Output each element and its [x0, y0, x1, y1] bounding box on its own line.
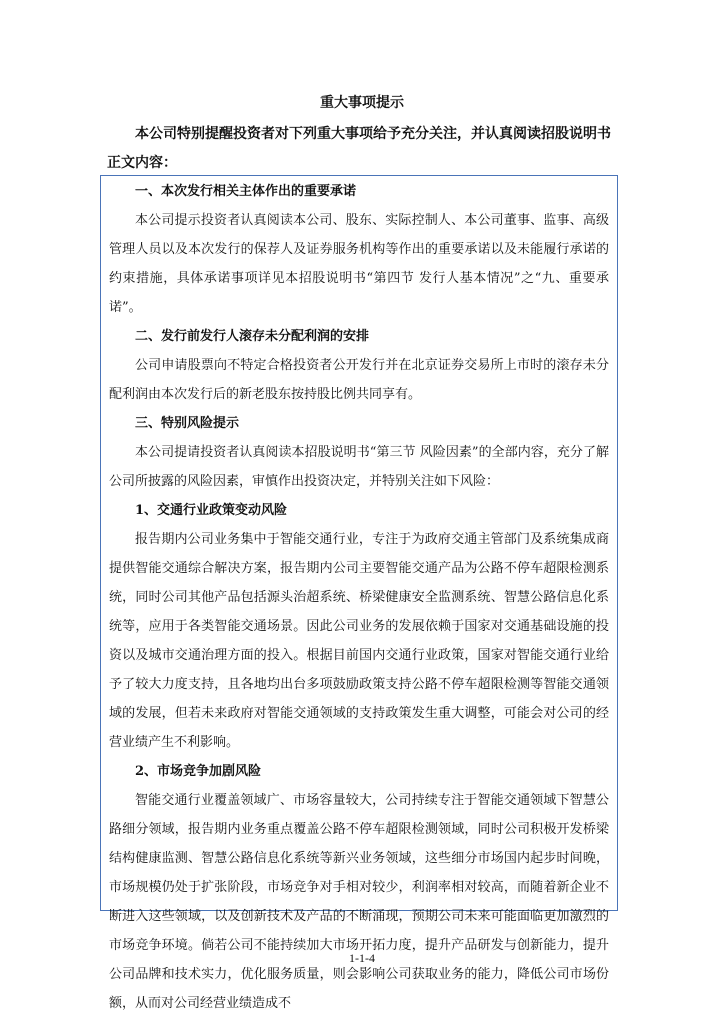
section-heading: 一、本次发行相关主体作出的重要承诺	[135, 184, 357, 199]
section-paragraph: 智能交通行业覆盖领域广、市场容量较大，公司持续专注于智能交通领域下智慧公路细分领域，报告期内业务重点覆盖公路不停车超限检测领域，同时公司积极开发桥梁结构健康监测、智慧公路信息化系统等新兴业务领域，这些细分市场国内起步时间晚，市场规模仍处于扩张阶段，市场竞争对手相对较少，利润率相对较高，而随着新企业不断进入这些领域，以及创新技术及产品的不断涌现，预期公司未来可能面临更加激烈的市场竞争环境。倘若公司不能持续加大市场开拓力度，提升产品研发与创新能力，提升公司品牌和技术实力，优化服务质量，则会影响公司获取业务的能力，降低公司市场份额，从而对公司经营业绩造成不	[109, 793, 609, 1011]
section-heading: 二、发行前发行人滚存未分配利润的安排	[135, 329, 370, 344]
section-paragraph: 本公司提示投资者认真阅读本公司、股东、实际控制人、本公司董事、监事、高级管理人员以及本次发行的保荐人及证券服务机构等作出的重要承诺以及未能履行承诺的约束措施，具体承诺事项详见本招股说明书“第四节 发行人基本情况”之“九、重要承诺”。	[109, 213, 609, 315]
section-paragraph: 报告期内公司业务集中于智能交通行业，专注于为政府交通主管部门及系统集成商提供智能交通综合解决方案，报告期内公司主要智能交通产品为公路不停车超限检测系统，同时公司其他产品包括源头治超系统、桥梁健康安全监测系统、智慧公路信息化系统等，应用于各类智能交通场景。因此公司业务的发展依赖于国家对交通基础设施的投资以及城市交通治理方面的投入。根据目前国内交通行业政策，国家对智能交通行业给予了较大力度支持，且各地均出台多项鼓励政策支持公路不停车超限检测等智能交通领域的发展，但若未来政府对智能交通领域的支持政策发生重大调整，可能会对公司的经营业绩产生不利影响。	[109, 532, 609, 750]
section-paragraph: 公司申请股票向不特定合格投资者公开发行并在北京证券交易所上市时的滚存未分配利润由本次发行后的新老股东按持股比例共同享有。	[109, 358, 609, 402]
section-heading: 三、特别风险提示	[135, 416, 240, 431]
subsection-heading: 2、市场竞争加剧风险	[135, 764, 262, 779]
page-title: 重大事项提示	[320, 95, 404, 111]
page-number: 1-1-4	[349, 951, 375, 965]
section-paragraph: 本公司提请投资者认真阅读本招股说明书“第三节 风险因素”的全部内容，充分了解公司所披露的风险因素，审慎作出投资决定，并特别关注如下风险：	[109, 445, 609, 489]
subsection-heading: 1、交通行业政策变动风险	[135, 503, 288, 518]
intro-paragraph: 本公司特别提醒投资者对下列重大事项给予充分关注，并认真阅读招股说明书正文内容：	[107, 126, 611, 171]
